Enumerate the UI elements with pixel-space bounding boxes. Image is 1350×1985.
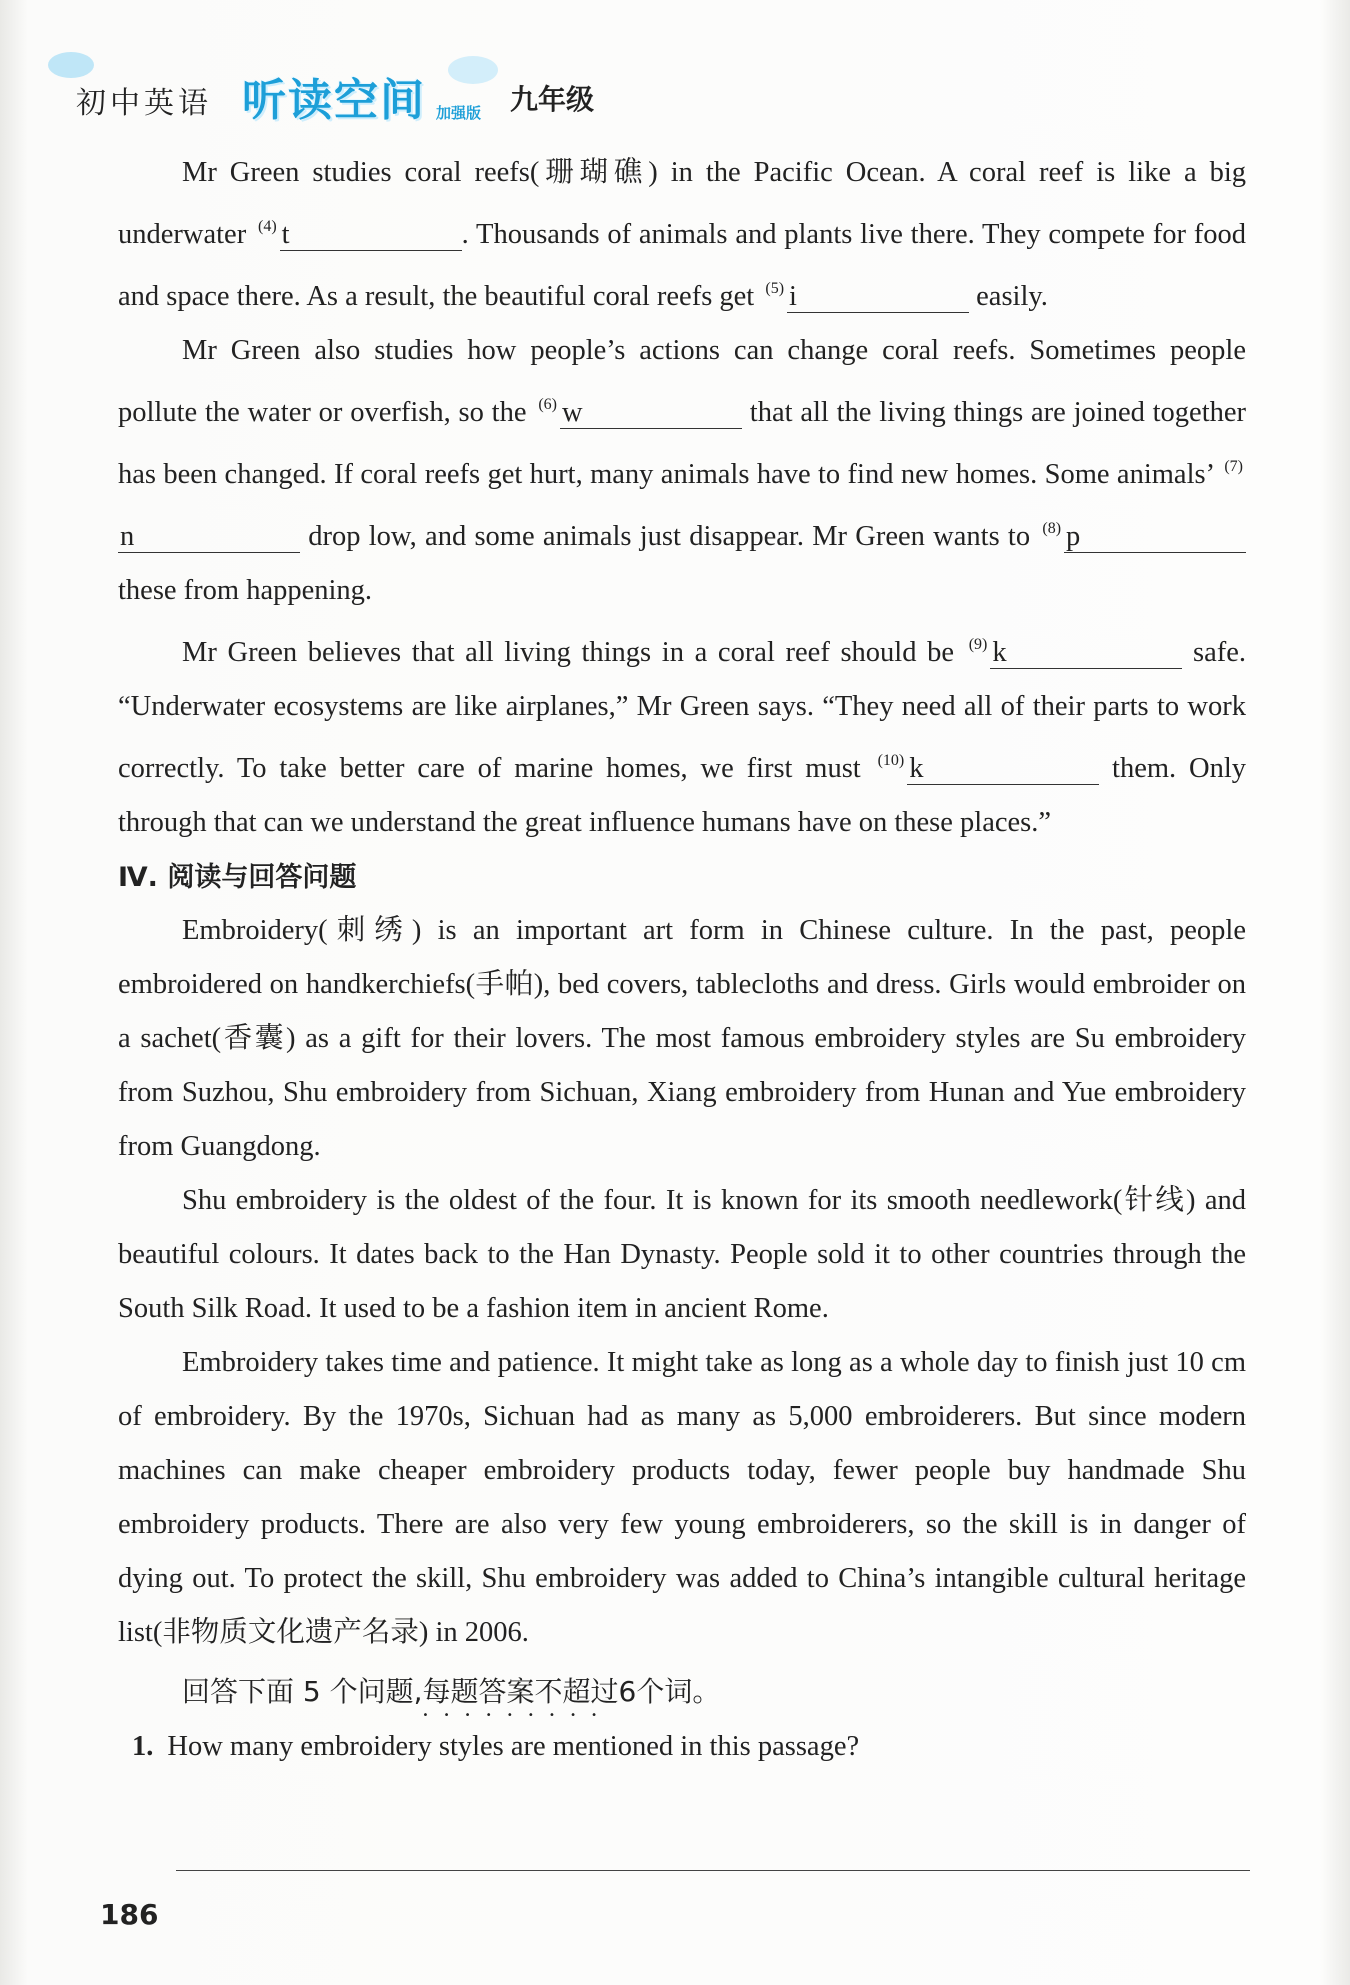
edition-label: 加强版 — [436, 104, 482, 122]
answer-blank-7[interactable]: n — [118, 522, 300, 553]
passage-paragraph — [118, 324, 1246, 618]
question-text: How many embroidery styles are mentioned in this passage? — [167, 1731, 860, 1762]
blank-number: (6) — [538, 396, 557, 413]
paragraph-text: them. Only through that can we understand the great influence humans have on these places.” — [118, 753, 1246, 838]
paragraph-text: safe. “Underwater ecosystems are like airplanes,” Mr Green says. “They need all of their parts to work correctly. To take better care of marine homes, we first must — [118, 637, 1247, 784]
paragraph-text: that all the living things are joined together has been changed. If coral reefs get hurt, many animals have to find new homes. Some animals’ — [118, 397, 1247, 490]
question-number: 1. — [132, 1731, 154, 1762]
cloud-decoration — [448, 56, 498, 84]
paragraph-text: Mr Green also studies how people’s actions can change coral reefs. Sometimes people pollute the water or overfish, so the — [118, 335, 1246, 428]
instruction-text: 回答下面 5 个问题, — [182, 1675, 423, 1708]
page-header — [70, 58, 670, 128]
blank-number: (9) — [968, 636, 988, 653]
reading-paragraph: Shu embroidery is the oldest of the four. It is known for its smooth needlework(针线) and beautiful colours. It dates back to the Han Dynasty. People sold it to other countries through the South Silk Road. It used to be a fashion item in ancient Rome. — [118, 1185, 1246, 1324]
answer-blank-4[interactable]: t — [280, 220, 462, 251]
reading-paragraph: Embroidery takes time and patience. It might take as long as a whole day to finish just 10 cm of embroidery. By the 1970s, Sichuan had as many as 5,000 embroiderers. But since modern machines can make cheaper embroidery products today, fewer people buy handmade Shu embroidery products. There are also very few young embroiderers, so the skill is in danger of dying out. To protect the skill, Shu embroidery was added to China’s intangible cultural heritage list(非物质文化遗产名录) in 2006. — [118, 1347, 1246, 1648]
passage-paragraph — [118, 618, 1246, 850]
question-item — [132, 1718, 1246, 1776]
answer-blank-9[interactable]: k — [990, 638, 1182, 669]
answer-blank-6[interactable]: w — [560, 398, 742, 429]
paragraph-text: drop low, and some animals just disappear. Mr Green wants to — [308, 521, 1031, 552]
grade-label: 九年级 — [510, 83, 595, 116]
answer-line[interactable] — [176, 1870, 1250, 1871]
passage-paragraph — [118, 146, 1246, 324]
paragraph-text: Mr Green studies coral reefs(珊瑚礁) in the Pacific Ocean. A coral reef is like a big underwater — [118, 157, 1246, 250]
brand-logo: 听读空间 — [242, 75, 426, 126]
paragraph-text: these from happening. — [118, 575, 373, 606]
page-number: 186 — [100, 1898, 159, 1931]
paragraph-text: easily. — [976, 281, 1048, 312]
blank-number: (8) — [1042, 520, 1062, 537]
answer-blank-8[interactable]: p — [1064, 522, 1246, 553]
answer-blank-5[interactable]: i — [787, 282, 969, 313]
blank-number: (10) — [877, 752, 905, 769]
series-title: 初中英语 — [76, 86, 212, 121]
page-body — [118, 146, 1246, 1776]
paragraph-text: . Thousands of animals and plants live there. They compete for food and space there. As a result, the beautiful coral reefs get — [118, 219, 1246, 312]
reading-paragraph: Embroidery(刺绣) is an important art form in Chinese culture. In the past, people embroidered on handkerchiefs(手帕), bed covers, tablecloths and dress. Girls would embroider on a sachet(香囊) as a gift for their lovers. The most famous embroidery styles are Su embroidery from Suzhou, Shu embroidery from Sichuan, Xiang embroidery from Hunan and Yue embroidery from Guangdong. — [118, 915, 1246, 1162]
instruction-emphasis: 每题答案不超过6个词。 • • • — [423, 1675, 721, 1708]
cloud-decoration — [48, 52, 94, 78]
section-heading: Ⅳ. 阅读与回答问题 — [118, 862, 357, 893]
blank-number: (4) — [257, 218, 277, 235]
blank-number: (5) — [765, 280, 785, 297]
paragraph-text: Mr Green believes that all living things in a coral reef should be — [182, 637, 955, 668]
question-instruction — [182, 1666, 1246, 1718]
answer-blank-10[interactable]: k — [907, 754, 1099, 785]
blank-number: (7) — [1224, 458, 1243, 475]
